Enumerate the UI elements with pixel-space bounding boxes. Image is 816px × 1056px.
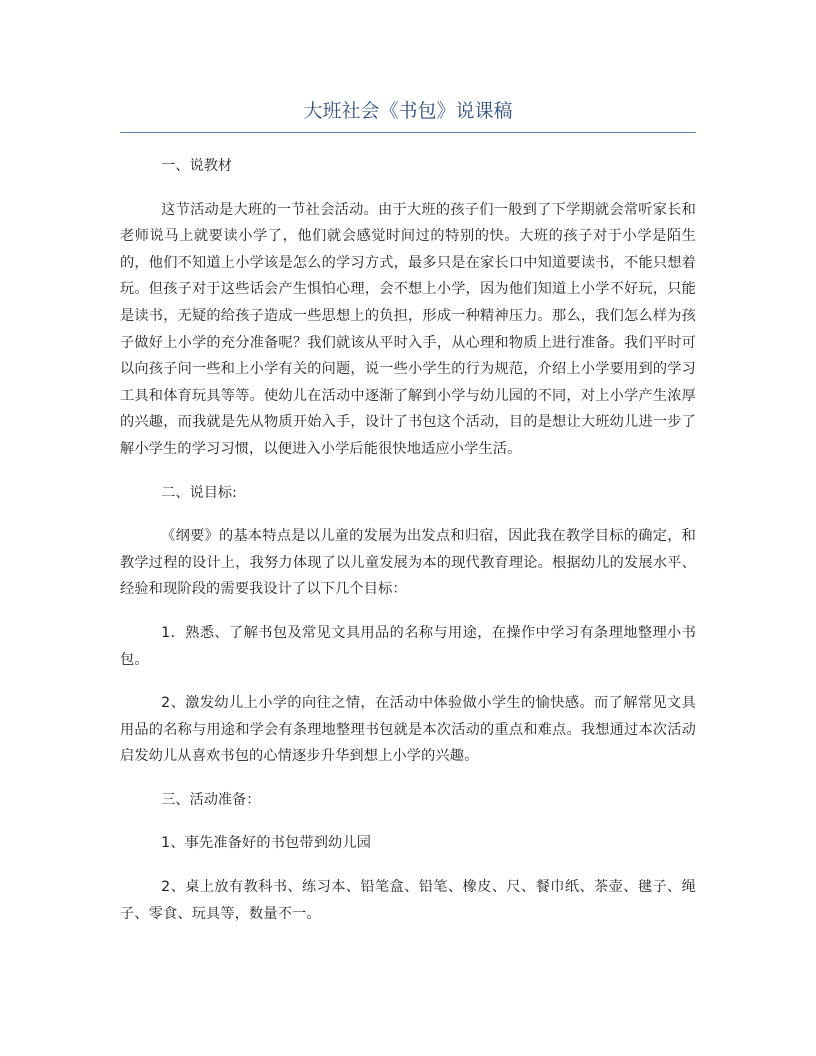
- paragraph-textbook: 这节活动是大班的一节社会活动。由于大班的孩子们一般到了下学期就会常听家长和老师说马上就要读小学了，他们就会感觉时间过的特别的快。大班的孩子对于小学是陌生的，他们不知道上小学该是怎么的学习方式，最多只是在家长口中知道要读书，不能只想着玩。但孩子对于这些话会产生惧怕心理，会不想上小学，因为他们知道上小学不好玩，只能是读书，无疑的给孩子造成一些思想上的负担，形成一种精神压力。那么，我们怎么样为孩子做好上小学的充分准备呢？我们就该从平时入手，从心理和物质上进行准备。我们平时可以向孩子问一些和上小学有关的问题，说一些小学生的行为规范，介绍上小学要用到的学习工具和体育玩具等等。使幼儿在活动中逐渐了解到小学与幼儿园的不同，对上小学产生浓厚的兴趣，而我就是先从物质开始入手，设计了书包这个活动，目的是想让大班幼儿进一步了解小学生的学习习惯，以便进入小学后能很快地适应小学生活。: [120, 201, 696, 457]
- paragraph-goal-2: 2、激发幼儿上小学的向往之情，在活动中体验做小学生的愉快感。而了解常见文具用品的名称与用途和学会有条理地整理书包就是本次活动的重点和难点。我想通过本次活动启发幼儿从喜欢书包的心情逐步升华到想上小学的兴趣。: [120, 695, 696, 765]
- document-page: [120, 96, 696, 944]
- document-body: [120, 153, 696, 927]
- document-title: 大班社会《书包》说课稿: [120, 96, 696, 133]
- paragraph-goal-1: 1．熟悉、了解书包及常见文具用品的名称与用途，在操作中学习有条理地整理小书包。: [120, 624, 696, 668]
- section-heading-goals: 二、说目标:: [161, 484, 237, 501]
- section-heading-textbook: 一、说教材: [161, 158, 233, 174]
- paragraph-preparation-1: 1、事先准备好的书包带到幼儿园: [161, 835, 372, 852]
- section-heading-preparation: 三、活动准备：: [161, 791, 261, 808]
- paragraph-preparation-2: 2、桌上放有教科书、练习本、铅笔盒、铅笔、橡皮、尺、餐巾纸、茶壶、毽子、绳子、零食、玩具等，数量不一。: [120, 879, 696, 922]
- paragraph-goals-intro: 《纲要》的基本特点是以儿童的发展为出发点和归宿，因此我在教学目标的确定，和教学过程的设计上，我努力体现了以儿童发展为本的现代教育理论。根据幼儿的发展水平、经验和现阶段的需要我设计了以下几个目标：: [120, 528, 696, 598]
